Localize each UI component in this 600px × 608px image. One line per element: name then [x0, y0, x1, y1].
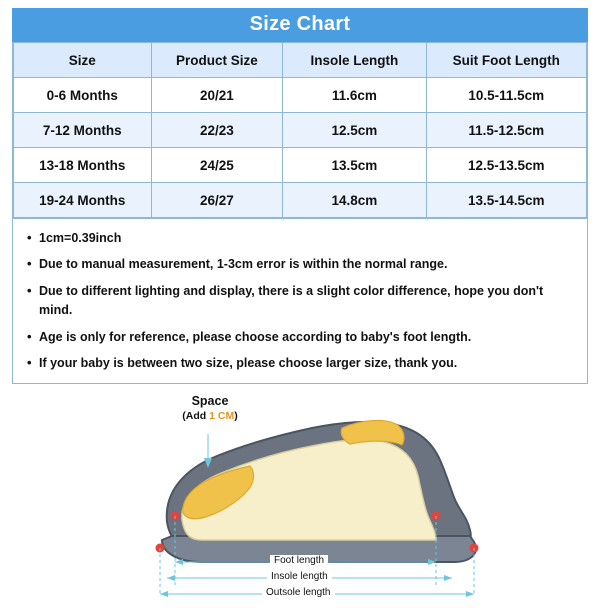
column-header-insole-length: Insole Length	[283, 43, 426, 78]
cell-insole-length: 11.6cm	[283, 78, 426, 113]
cell-suit-foot-length: 13.5-14.5cm	[426, 183, 586, 218]
cell-size: 7-12 Months	[14, 113, 152, 148]
note-text: 1cm=0.39inch	[39, 231, 122, 245]
arrow-right-icon	[444, 575, 452, 581]
cell-suit-foot-length: 11.5-12.5cm	[426, 113, 586, 148]
bullet-icon: •	[27, 230, 32, 245]
column-header-product-size: Product Size	[151, 43, 283, 78]
list-item	[27, 328, 577, 347]
space-add-suffix: )	[234, 409, 238, 422]
bullet-icon: •	[27, 354, 32, 370]
note-text: Age is only for reference, please choose according to baby's foot length.	[39, 329, 472, 344]
cell-insole-length: 13.5cm	[283, 148, 426, 183]
table-row	[14, 113, 587, 148]
cell-product-size: 22/23	[151, 113, 283, 148]
list-item	[27, 255, 577, 274]
space-add-value: 1 CM	[209, 409, 235, 422]
cell-product-size: 26/27	[151, 183, 283, 218]
space-label-group	[162, 394, 258, 423]
space-sublabel	[162, 410, 258, 423]
column-header-size: Size	[14, 43, 152, 78]
size-chart-table	[13, 42, 587, 218]
cell-insole-length: 12.5cm	[283, 113, 426, 148]
cell-suit-foot-length: 12.5-13.5cm	[426, 148, 586, 183]
size-chart-table-wrapper	[12, 42, 588, 219]
cell-insole-length: 14.8cm	[283, 183, 426, 218]
note-text: If your baby is between two size, please choose larger size, thank you.	[39, 355, 458, 370]
cell-size: 13-18 Months	[14, 148, 152, 183]
arrow-left-icon	[167, 575, 175, 581]
cell-size: 19-24 Months	[14, 183, 152, 218]
label-foot-length: Foot length	[270, 555, 328, 566]
cell-suit-foot-length: 10.5-11.5cm	[426, 78, 586, 113]
label-insole-length: Insole length	[267, 571, 332, 582]
arrow-left-icon	[160, 591, 168, 597]
arrow-right-icon	[466, 591, 474, 597]
cell-size: 0-6 Months	[14, 78, 152, 113]
column-header-suit-foot-length: Suit Foot Length	[426, 43, 586, 78]
list-item	[27, 282, 577, 321]
bullet-icon: •	[27, 256, 32, 272]
label-outsole-length: Outsole length	[262, 587, 335, 598]
arrow-left-icon	[175, 559, 183, 565]
ankle-highlight	[341, 421, 404, 445]
table-header-row	[14, 43, 587, 78]
list-item	[27, 229, 577, 248]
cell-product-size: 24/25	[151, 148, 283, 183]
foot-measurement-diagram	[12, 390, 588, 602]
table-row	[14, 78, 587, 113]
bullet-icon: •	[27, 328, 32, 344]
size-chart-page	[0, 8, 600, 608]
page-title: Size Chart	[12, 8, 588, 42]
note-text: Due to different lighting and display, there is a slight color difference, hope you don't mind.	[39, 283, 544, 318]
space-label-text: Space	[191, 394, 229, 409]
table-row	[14, 183, 587, 218]
note-text: Due to manual measurement, 1-3cm error is within the normal range.	[39, 257, 448, 272]
cell-product-size: 20/21	[151, 78, 283, 113]
table-row	[14, 148, 587, 183]
bullet-icon: •	[27, 282, 32, 298]
notes-section	[12, 219, 588, 384]
space-add-prefix: (Add	[182, 409, 210, 422]
list-item	[27, 354, 577, 373]
